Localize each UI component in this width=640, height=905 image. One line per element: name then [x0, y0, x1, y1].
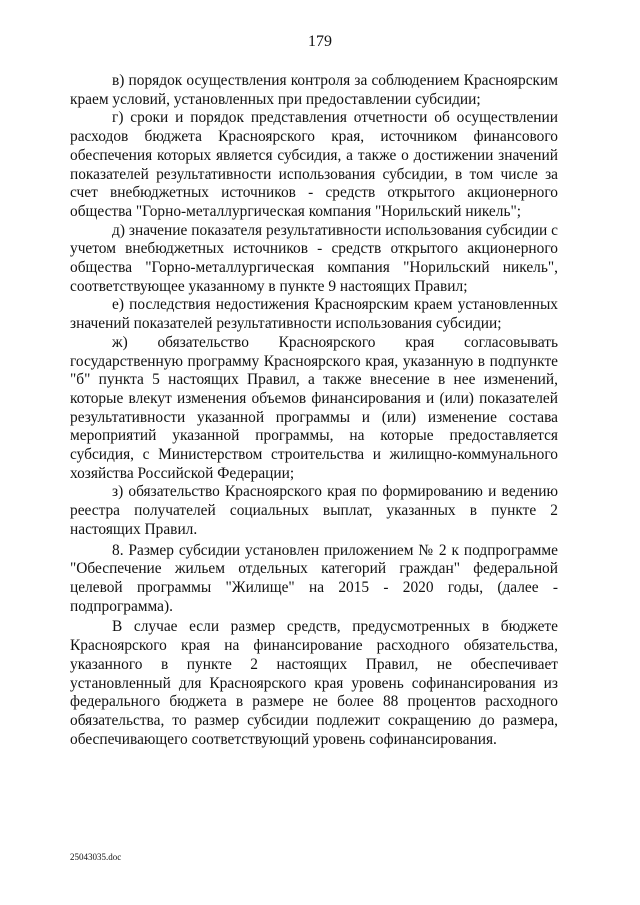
page-number: 179: [308, 33, 332, 50]
paragraph-g: г) сроки и порядок представления отчетности об осуществлении расходов бюджета Красноярского края, источником финансового обеспечения которых является субсидия, а также о достижении значений показателей результативности использования субсидии, в том числе за счет внебюджетных источников - средств открытого акционерного общества "Горно-металлургическая компания "Норильский никель";: [70, 109, 558, 220]
footer-filename: 25043035.doc: [70, 852, 122, 862]
paragraph-zh: ж) обязательство Красноярского края согласовывать государственную программу Красноярского края, указанную в подпункте "б" пункта 5 настоящих Правил, а также внесение в нее изменений, которые влекут изменения объемов финансирования и (или) показателей результативности указанной программы и (или) изменение состава мероприятий указанной программы, на которые предоставляется субсидия, с Министерством строительства и жилищно-коммунального хозяйства Российской Федерации;: [70, 333, 558, 482]
document-body: [70, 72, 558, 749]
paragraph-e: е) последствия недостижения Красноярским краем установленных значений показателей результативности использования субсидии;: [70, 296, 558, 333]
paragraph-z: з) обязательство Красноярского края по формированию и ведению реестра получателей социальных выплат, указанных в пункте 2 настоящих Правил.: [70, 483, 558, 538]
paragraph-v: в) порядок осуществления контроля за соблюдением Красноярским краем условий, установленных при предоставлении субсидии;: [70, 72, 558, 108]
paragraph-reduction-clause: В случае если размер средств, предусмотренных в бюджете Красноярского края на финансирование расходного обязательства, указанного в пункте 2 настоящих Правил, не обеспечивает установленный для Красноярского края уровень софинансирования из федерального бюджета в размере не более 88 процентов расходного обязательства, то размер субсидии подлежит сокращению до размера, обеспечивающего соответствующий уровень софинансирования.: [70, 618, 558, 748]
paragraph-d: д) значение показателя результативности использования субсидии с учетом внебюджетных источников - средств открытого акционерного общества "Горно-металлургическая компания "Норильский никель", соответствующее указанному в пункте 9 настоящих Правил;: [70, 221, 558, 295]
paragraph-point-8: 8. Размер субсидии установлен приложением № 2 к подпрограмме "Обеспечение жильем отдельных категорий граждан" федеральной целевой программы "Жилище" на 2015 - 2020 годы, (далее - подпрограмма).: [70, 541, 558, 615]
